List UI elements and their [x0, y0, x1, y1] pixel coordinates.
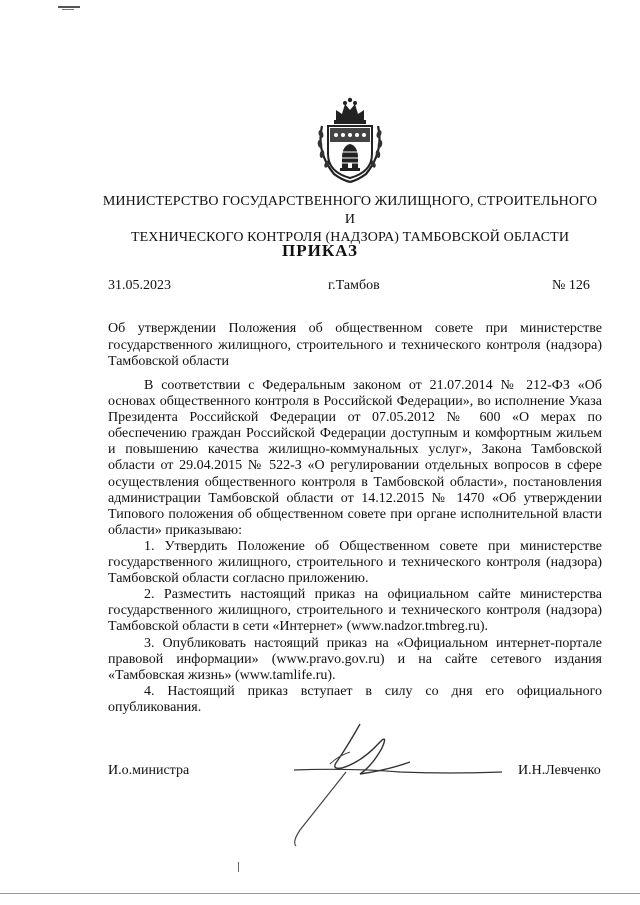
preamble-paragraph: В соответствии с Федеральным законом от 21.07.2014 № 212-ФЗ «Об основах общественного контроля в Российской Федерации», во исполнение Указа Президента Российской Федерации от 07.05.2012 № 600 «О мерах по обеспечению граждан Российской Федерации доступным и комфортным жильем и повышению качества жилищно-коммунальных услуг», Закона Тамбовской области от 29.04.2015 № 522-З «О регулировании отдельных вопросов в сфере осуществления общественного контроля в Тамбовской области», постановления администрации Тамбовской области от 14.12.2015 № 1470 «Об утверждении Типового положения об общественном совете при органе исполнительной власти области» приказываю:	[108, 378, 602, 538]
signatory-name: И.Н.Левченко	[518, 763, 601, 778]
coat-of-arms-icon	[314, 96, 386, 184]
order-item-1: 1. Утвердить Положение об Общественном совете при министерстве государственного жилищного, строительного и технического контроля (надзора) Тамбовской области согласно приложению.	[108, 538, 602, 587]
document-date: 31.05.2023	[108, 278, 171, 293]
document-number: № 126	[552, 278, 590, 293]
order-item-4: 4. Настоящий приказ вступает в силу со дня его официального опубликования.	[108, 683, 602, 715]
scan-artifact	[62, 9, 74, 10]
document-city: г.Тамбов	[328, 278, 380, 293]
ministry-line: МИНИСТЕРСТВО ГОСУДАРСТВЕННОГО ЖИЛИЩНОГО, СТРОИТЕЛЬНОГО И	[102, 194, 598, 227]
handwritten-signature	[290, 712, 510, 862]
ministry-line: ТЕХНИЧЕСКОГО КОНТРОЛЯ (НАДЗОРА) ТАМБОВСКОЙ ОБЛАСТИ	[130, 230, 570, 245]
scan-artifact	[58, 6, 80, 8]
order-item-3: 3. Опубликовать настоящий приказ на «Официальном интернет-портале правовой информации» (www.pravo.gov.ru) и на сайте сетевого издания «Тамбовская жизнь» (www.tamlife.ru).	[108, 635, 602, 683]
document-type-title: ПРИКАЗ	[282, 241, 358, 260]
document-body	[108, 378, 602, 716]
page-bottom-edge	[0, 893, 640, 894]
ministry-header	[96, 193, 604, 247]
document-subject: Об утверждении Положения об общественном совете при министерстве государственного жилищного, строительного и технического контроля (надзора) Тамбовской области	[108, 321, 602, 369]
order-item-2: 2. Разместить настоящий приказ на официальном сайте министерства государственного жилищного, строительного и технического контроля (надзора) Тамбовской области в сети «Интернет» (www.nadzor.tmbreg.ru).	[108, 587, 602, 635]
scan-artifact	[238, 862, 239, 872]
signatory-position: И.о.министра	[108, 763, 190, 778]
